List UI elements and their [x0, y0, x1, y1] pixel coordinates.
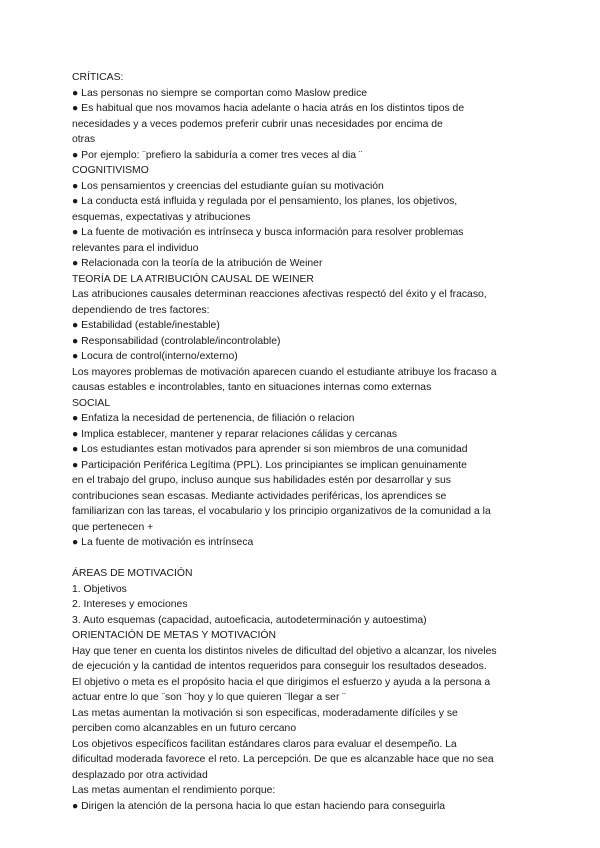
- text-line: Las metas aumentan el rendimiento porque:: [72, 785, 276, 796]
- text-line: de ejecución y la cantidad de intentos requeridos para conseguir los resultados deseados.: [72, 661, 487, 672]
- text-line: otras: [72, 134, 96, 145]
- text-line: ● Dirigen la atención de la persona hacia lo que estan haciendo para conseguirla: [72, 800, 446, 812]
- text-line: ● Implica establecer, mantener y reparar relaciones cálidas y cercanas: [72, 428, 398, 440]
- text-line: ● Participación Periférica Legítima (PPL). Los principiantes se implican genuinamente: [72, 459, 467, 471]
- text-line: ● Locura de control(interno/externo): [72, 351, 238, 362]
- text-line: Las atribuciones causales determinan reacciones afectivas respectó del éxito y el fracaso,: [72, 289, 487, 300]
- text-line: ÁREAS DE MOTIVACIÓN: [72, 568, 193, 579]
- text-line: TEORÍA DE LA ATRIBUCIÓN CAUSAL DE WEINER: [72, 273, 314, 285]
- text-line: ● Los pensamientos y creencias del estudiante guían su motivación: [72, 180, 384, 192]
- text-line: relevantes para el individuo: [72, 242, 199, 254]
- text-line: COGNITIVISMO: [72, 165, 149, 176]
- text-line: contribuciones sean escasas. Mediante actividades periféricas, los aprendices se: [72, 490, 447, 502]
- text-line: Las metas aumentan la motivación si son especificas, moderadamente difíciles y se: [72, 707, 458, 719]
- text-line: desplazado por otra actividad: [72, 769, 208, 781]
- text-line: familiarizan con las tareas, el vocabulario y los principio organizativos de la comunidad a la: [72, 506, 491, 517]
- text-line: ● Estabilidad (estable/inestable): [72, 320, 220, 331]
- text-line: en el trabajo del grupo, incluso aunque sus habilidades estén por desarrollar y sus: [72, 475, 451, 486]
- text-line: ● La conducta está influida y regulada por el pensamiento, los planes, los objetivos,: [72, 196, 458, 207]
- text-line: necesidades y a veces podemos preferir cubrir unas necesidades por encima de: [72, 118, 443, 130]
- text-line: ● La fuente de motivación es intrínseca y busca información para resolver problemas: [72, 227, 464, 238]
- text-line: CRÍTICAS:: [72, 72, 124, 83]
- text-line: que pertenecen +: [72, 521, 154, 533]
- text-line: causas estables e incontrolables, tanto en situaciones internas como externas: [72, 382, 432, 393]
- text-line: Hay que tener en cuenta los distintos niveles de dificultad del objetivo a alcanzar, los niveles: [72, 645, 497, 657]
- text-line: ● Relacionada con la teoría de la atribución de Weiner: [72, 258, 323, 269]
- text-line: Los objetivos específicos facilitan estándares claros para evaluar el desempeño. La: [72, 738, 457, 750]
- text-line: 2. Intereses y emociones: [72, 599, 188, 610]
- text-line: ● Por ejemplo: ¨prefiero la sabiduría a comer tres veces al dia ¨: [72, 149, 363, 161]
- text-line: ● Los estudiantes estan motivados para aprender si son miembros de una comunidad: [72, 444, 468, 455]
- text-line: actuar entre lo que ¨son ¨hoy y lo que quieren ¨llegar a ser ¨: [72, 692, 346, 703]
- text-line: dependiendo de tres factores:: [72, 304, 210, 316]
- text-line: esquemas, expectativas y atribuciones: [72, 211, 251, 223]
- text-line: ● Enfatiza la necesidad de pertenencia, de filiación o relacion: [72, 413, 355, 424]
- text-line: Los mayores problemas de motivación aparecen cuando el estudiante atribuye los fracaso a: [72, 366, 497, 378]
- text-line: dificultad moderada favorece el reto. La percepción. De que es alcanzable hace que no sea: [72, 754, 494, 765]
- text-line: ● Es habitual que nos movamos hacia adelante o hacia atrás en los distintos tipos de: [72, 103, 465, 114]
- blank-line: [72, 551, 532, 567]
- text-line: ● Las personas no siempre se comportan como Maslow predice: [72, 87, 368, 99]
- text-line: El objetivo o meta es el propósito hacia el que dirigimos el esfuerzo y ayuda a la persona a: [72, 676, 491, 688]
- text-line: 1. Objetivos: [72, 583, 127, 595]
- text-line: SOCIAL: [72, 397, 111, 409]
- text-line: ● Responsabilidad (controlable/incontrolable): [72, 335, 281, 347]
- text-line: ORIENTACIÓN DE METAS Y MOTIVACIÓN: [72, 630, 276, 641]
- text-line: ● La fuente de motivación es intrínseca: [72, 537, 254, 548]
- document-page: [72, 70, 532, 814]
- text-line: perciben como alcanzables en un futuro cercano: [72, 723, 297, 734]
- text-line: 3. Auto esquemas (capacidad, autoeficacia, autodeterminación y autoestima): [72, 614, 427, 626]
